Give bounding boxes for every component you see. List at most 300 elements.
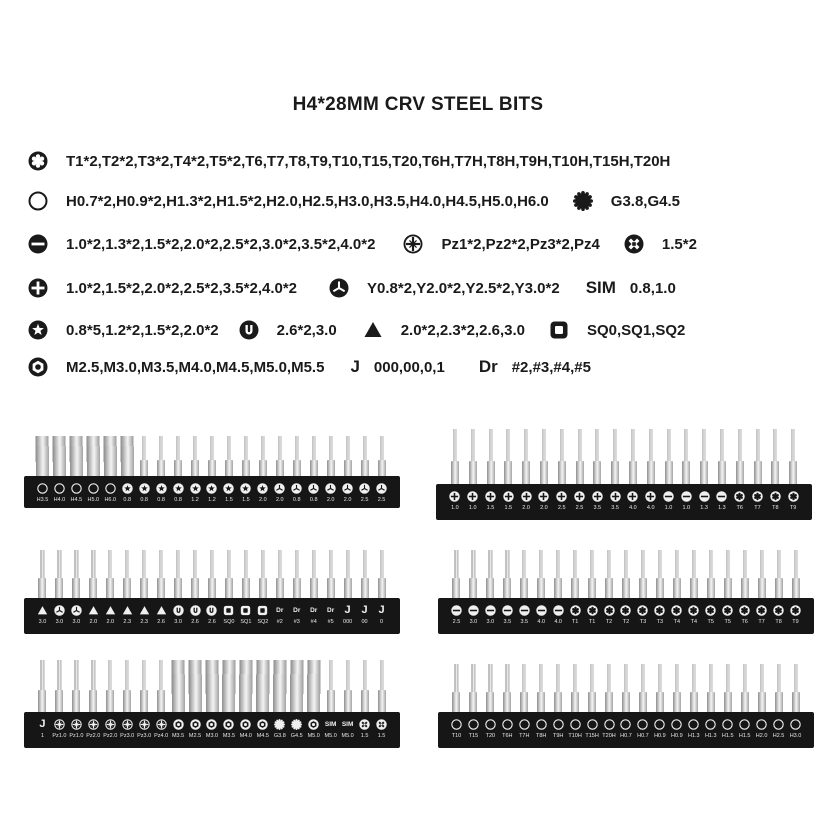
spec-sizes: 2.0*2,2.3*2,2.6,3.0 — [400, 321, 525, 339]
hex-nut-icon — [190, 719, 201, 730]
slot-size-label: T6 — [736, 505, 743, 511]
spec-item — [28, 320, 219, 340]
spec-sizes: 1.5*2 — [661, 235, 697, 253]
slot-size-label: T4 — [690, 619, 697, 625]
tri-wing-icon — [376, 483, 387, 494]
slot-size-label: #5 — [327, 619, 334, 625]
bit — [707, 660, 715, 714]
bit — [225, 432, 233, 478]
hex-icon — [502, 719, 513, 730]
slot-size-label: T5 — [724, 619, 731, 625]
bit — [89, 656, 97, 714]
tray-slot — [685, 605, 702, 625]
bit — [242, 546, 250, 600]
slot-size-label: 0.8 — [292, 497, 301, 503]
tray-slot — [601, 719, 618, 739]
tray-slot — [634, 719, 651, 739]
torx-icon — [752, 491, 763, 502]
pentalobe-icon — [28, 320, 48, 340]
slot-size-label: T7 — [758, 619, 765, 625]
tray-slot — [550, 605, 567, 625]
hex-icon — [71, 483, 82, 494]
tray-slot — [204, 483, 221, 503]
slot-size-label: 0 — [379, 619, 384, 625]
bit — [554, 546, 562, 600]
hex-icon — [790, 719, 801, 730]
bit — [53, 432, 66, 478]
bit — [605, 546, 613, 600]
tri-wing-icon — [342, 483, 353, 494]
tray-slot — [464, 491, 482, 511]
bit — [469, 424, 477, 486]
bit — [157, 656, 165, 714]
tray-slot — [102, 605, 119, 625]
slot-size-label: 0.8 — [140, 497, 148, 503]
slot-size-label: 3.0 — [72, 619, 81, 625]
tray-slot — [465, 719, 482, 739]
bit-tray — [24, 432, 400, 508]
bit — [70, 432, 83, 478]
spec-row — [28, 275, 676, 301]
hex-icon — [722, 719, 733, 730]
gear-icon — [573, 191, 593, 211]
slot-size-label: 1.5 — [377, 733, 386, 739]
bit — [520, 546, 528, 600]
bit — [106, 656, 114, 714]
slot-size-label: H2.0 — [755, 733, 768, 739]
phillips-icon — [485, 491, 496, 502]
phillips-icon — [574, 491, 585, 502]
tray-slot — [68, 483, 85, 503]
slot-size-label: M3.0 — [205, 733, 219, 739]
tray-slot — [85, 483, 102, 503]
slot-size-label: 1.5 — [360, 733, 369, 739]
slot-size-label: H4.5 — [70, 497, 83, 503]
tray-slot — [618, 719, 635, 739]
tray-slot — [713, 491, 731, 511]
hex-icon — [485, 719, 496, 730]
tray-slot — [34, 605, 51, 625]
tray-slot — [187, 605, 204, 625]
tray-slot — [288, 605, 305, 625]
tray-slot — [719, 719, 736, 739]
tray-slot — [237, 719, 254, 739]
hex-icon — [570, 719, 581, 730]
slot-size-label: 4.0 — [646, 505, 655, 511]
bit — [537, 660, 545, 714]
tray-slot — [68, 605, 85, 625]
slotted-icon — [502, 605, 513, 616]
bit — [157, 432, 165, 478]
tray-slot — [499, 491, 517, 511]
hex-nut-icon — [173, 719, 184, 730]
slot-size-label: M4.5 — [256, 733, 269, 739]
tray-slot — [204, 719, 221, 739]
bit — [310, 432, 318, 478]
tray-slot — [119, 605, 136, 625]
slot-size-label: 1.5 — [242, 497, 250, 503]
tray-slot — [482, 491, 500, 511]
slotted-icon — [663, 491, 674, 502]
tri-wing-icon — [325, 483, 336, 494]
bit — [487, 424, 495, 486]
bit — [718, 424, 726, 486]
bit — [758, 660, 766, 714]
slot-size-label: 2.0 — [522, 505, 530, 511]
bit — [121, 432, 134, 478]
bit — [724, 546, 732, 600]
spec-sizes: 1.0*2,1.3*2,1.5*2,2.0*2,2.5*2,3.0*2,3.5*2,4.0*2 — [66, 235, 376, 253]
slot-size-label: H5.0 — [87, 497, 100, 503]
bit — [558, 424, 566, 486]
bit — [361, 546, 369, 600]
phillips-icon — [467, 491, 478, 502]
bit — [344, 656, 352, 714]
slot-size-label: H1.3 — [687, 733, 700, 739]
slot-size-label: H3.5 — [36, 497, 49, 503]
tray-slot — [533, 719, 550, 739]
cross-square-icon — [624, 234, 644, 254]
slot-size-label: H0.9 — [654, 733, 666, 739]
bit — [588, 546, 596, 600]
phillips-icon — [503, 491, 514, 502]
bit — [290, 656, 303, 714]
tray-slot — [119, 483, 136, 503]
tri-wing-icon — [291, 483, 302, 494]
tray-slot — [584, 605, 601, 625]
u-shape-icon — [190, 605, 201, 616]
pozidriv-icon — [71, 719, 82, 730]
spec-item — [28, 191, 549, 211]
bit — [629, 424, 637, 486]
tray-slot — [482, 605, 499, 625]
u-shape-icon — [239, 320, 259, 340]
slot-size-label: T10 — [451, 733, 462, 739]
spec-row — [28, 148, 670, 174]
slot-size-label: H4.0 — [53, 497, 66, 503]
tray-slot — [237, 605, 254, 625]
tray-slot — [770, 719, 787, 739]
triangle-icon — [363, 320, 383, 340]
slot-size-label: 2.6 — [208, 619, 216, 625]
tray-slot — [119, 719, 136, 739]
slot-type-word: J — [378, 604, 385, 616]
bit — [38, 546, 46, 600]
spec-item — [363, 320, 525, 340]
bit — [89, 546, 97, 600]
bit — [327, 546, 335, 600]
slot-size-label: Pz1.0 — [52, 733, 67, 739]
tray-slot — [651, 719, 668, 739]
spec-type-word: SIM — [585, 278, 616, 297]
hex-icon — [88, 483, 99, 494]
tray-slot — [102, 483, 119, 503]
bit — [259, 432, 267, 478]
slot-size-label: H1.5 — [738, 733, 751, 739]
spec-type-word: Dr — [478, 357, 498, 376]
tray-slot — [220, 605, 237, 625]
tray-slot — [271, 605, 288, 625]
slot-size-label: H0.9 — [671, 733, 683, 739]
hex-icon — [773, 719, 784, 730]
tray-slot — [535, 491, 553, 511]
tray-slot — [516, 605, 533, 625]
bit — [276, 546, 284, 600]
tray-slot — [339, 483, 356, 503]
slot-size-label: T6 — [741, 619, 748, 625]
slot-size-label: 00 — [361, 619, 368, 625]
bit — [55, 546, 63, 600]
tri-wing-icon — [71, 605, 82, 616]
torx-icon — [28, 151, 48, 171]
bit — [36, 432, 49, 478]
tray-slot — [749, 491, 767, 511]
bit — [72, 656, 80, 714]
pentalobe-icon — [257, 483, 268, 494]
bit-tray — [436, 424, 812, 520]
bit — [157, 546, 165, 600]
tray-slot — [624, 491, 642, 511]
spec-row — [28, 354, 591, 380]
slot-size-label: 1.3 — [700, 505, 708, 511]
torx-icon — [654, 605, 665, 616]
bit — [690, 660, 698, 714]
slot-size-label: 3.5 — [520, 619, 529, 625]
slot-size-label: T10H — [568, 733, 582, 739]
bit — [293, 546, 301, 600]
slotted-icon — [699, 491, 710, 502]
bit — [72, 546, 80, 600]
slot-size-label: 1.0 — [682, 505, 691, 511]
slot-size-label: 0.8 — [157, 497, 165, 503]
slot-size-label: 000 — [343, 619, 353, 625]
phillips-icon — [610, 491, 621, 502]
bit — [222, 656, 235, 714]
tray-slot — [373, 483, 390, 503]
torx-icon — [688, 605, 699, 616]
bit — [327, 432, 335, 478]
pentalobe-icon — [223, 483, 234, 494]
tray-slot — [373, 605, 390, 625]
slot-size-label: SQ0 — [223, 619, 235, 625]
square-icon — [257, 605, 268, 616]
bit — [682, 424, 690, 486]
tray-slot — [465, 605, 482, 625]
slot-size-label: 0.8 — [174, 497, 182, 503]
tray-slot — [51, 719, 68, 739]
slot-type-word: J — [39, 718, 46, 730]
bit-tray — [24, 656, 400, 748]
tray-slot — [517, 491, 535, 511]
slot-size-label: Pz2.0 — [103, 733, 118, 739]
slot-size-label: 3.0 — [469, 619, 478, 625]
bit — [754, 424, 762, 486]
tray-slot — [271, 719, 288, 739]
bit — [256, 656, 269, 714]
tri-wing-icon — [329, 278, 349, 298]
slot-size-label: 1.0 — [468, 505, 477, 511]
spec-type-word: J — [350, 357, 360, 376]
tray-slot — [571, 491, 589, 511]
slot-size-label: 3.5 — [593, 505, 602, 511]
slot-size-label: T6H — [502, 733, 513, 739]
bit — [611, 424, 619, 486]
slot-size-label: 1.0 — [451, 505, 459, 511]
spec-sizes: 000,00,0,1 — [373, 358, 445, 376]
tray-slot — [339, 605, 356, 625]
tray-slot — [356, 605, 373, 625]
slot-type-word: J — [361, 604, 368, 616]
slot-size-label: 0.8 — [309, 497, 318, 503]
triangle-icon — [37, 605, 48, 616]
bit — [310, 546, 318, 600]
tray-slot — [448, 605, 465, 625]
slotted-icon — [681, 491, 692, 502]
pozidriv-icon — [156, 719, 167, 730]
bit — [522, 424, 530, 486]
spec-sizes: H0.7*2,H0.9*2,H1.3*2,H1.5*2,H2.0,H2.5,H3.0,H3.5,H4.0,H4.5,H5.0,H6.0 — [66, 192, 549, 210]
tray-slot — [677, 491, 695, 511]
bit — [189, 656, 202, 714]
slot-size-label: 2.3 — [140, 619, 148, 625]
hex-nut-icon — [240, 719, 251, 730]
slot-size-label: H6.0 — [104, 497, 117, 503]
slot-size-label: #2 — [276, 619, 283, 625]
spec-item — [350, 357, 444, 377]
phillips-icon — [645, 491, 656, 502]
tray-slot — [305, 719, 322, 739]
hex-icon — [604, 719, 615, 730]
slot-type-word: SIM — [341, 721, 354, 728]
bit — [504, 424, 512, 486]
slot-size-label: T8 — [775, 619, 782, 625]
tray-slot — [85, 719, 102, 739]
tray-slot — [170, 719, 187, 739]
bit — [293, 432, 301, 478]
pozidriv-icon — [54, 719, 65, 730]
slot-size-label: M3.5 — [222, 733, 236, 739]
bit — [741, 546, 749, 600]
tray-slot — [51, 483, 68, 503]
torx-icon — [790, 605, 801, 616]
tray-slot — [784, 491, 802, 511]
bit — [140, 546, 148, 600]
slot-size-label: Pz4.0 — [154, 733, 169, 739]
bit — [571, 660, 579, 714]
slot-size-label: 2.5 — [452, 619, 461, 625]
slot-size-label: T20 — [485, 733, 496, 739]
bit — [191, 432, 199, 478]
bit — [639, 660, 647, 714]
slot-size-label: M3.5 — [171, 733, 185, 739]
spec-sizes: #2,#3,#4,#5 — [511, 358, 591, 376]
slot-size-label: 4.0 — [554, 619, 562, 625]
bit — [593, 424, 601, 486]
bit — [700, 424, 708, 486]
tray-slot — [499, 605, 516, 625]
bit — [775, 660, 783, 714]
slot-size-label: T9H — [552, 733, 564, 739]
slot-size-label: 2.0 — [106, 619, 115, 625]
spec-row — [28, 317, 685, 343]
slot-size-label: 2.5 — [377, 497, 386, 503]
spec-item — [28, 151, 670, 171]
bit — [665, 424, 673, 486]
slot-size-label: SQ2 — [257, 619, 269, 625]
slot-size-label: 2.0 — [326, 497, 335, 503]
tray-slot — [584, 719, 601, 739]
bit — [104, 432, 117, 478]
phillips-icon — [592, 491, 603, 502]
pozidriv-icon — [122, 719, 133, 730]
phillips-icon — [521, 491, 532, 502]
slotted-icon — [485, 605, 496, 616]
torx-icon — [587, 605, 598, 616]
slot-size-label: T8 — [772, 505, 779, 511]
spec-item — [586, 278, 676, 298]
slot-size-label: Pz3.0 — [137, 733, 152, 739]
spec-sizes: 1.0*2,1.5*2,2.0*2,2.5*2,3.5*2,4.0*2 — [66, 279, 298, 297]
bit — [792, 660, 800, 714]
spec-sizes: 2.6*2,3.0 — [276, 321, 337, 339]
bit — [571, 546, 579, 600]
u-shape-icon — [206, 605, 217, 616]
bit — [378, 432, 386, 478]
bit — [361, 432, 369, 478]
slot-size-label: T8H — [536, 733, 547, 739]
hex-icon — [451, 719, 462, 730]
slot-size-label: #4 — [310, 619, 317, 625]
tray-slot — [322, 483, 339, 503]
bit — [378, 656, 386, 714]
torx-icon — [722, 605, 733, 616]
bit — [451, 424, 459, 486]
slot-size-label: 1.5 — [225, 497, 233, 503]
slot-size-label: G4.5 — [290, 733, 303, 739]
tray-slot — [220, 483, 237, 503]
pentalobe-icon — [139, 483, 150, 494]
spec-item — [573, 191, 680, 211]
bit — [469, 546, 477, 600]
slotted-icon — [451, 605, 462, 616]
slot-size-label: H2.5 — [772, 733, 785, 739]
bit — [673, 546, 681, 600]
slot-size-label: 2.3 — [123, 619, 132, 625]
slot-type-word: Dr — [276, 607, 284, 614]
slot-size-label: H3.0 — [789, 733, 802, 739]
spec-item — [28, 357, 324, 377]
tray-slot — [322, 605, 339, 625]
hex-icon — [637, 719, 648, 730]
tray-slot — [305, 605, 322, 625]
slot-size-label: H0.7 — [637, 733, 649, 739]
bit — [172, 656, 185, 714]
spec-item — [479, 357, 591, 377]
pentalobe-icon — [240, 483, 251, 494]
bit — [647, 424, 655, 486]
pentalobe-icon — [190, 483, 201, 494]
bit — [55, 656, 63, 714]
slot-size-label: M5.0 — [341, 733, 354, 739]
tray-slot — [634, 605, 651, 625]
tray-slot — [695, 491, 713, 511]
slot-size-label: 2.5 — [557, 505, 566, 511]
tray-slot — [499, 719, 516, 739]
pozidriv-icon — [403, 234, 423, 254]
slot-size-label: 1.5 — [504, 505, 513, 511]
bit — [174, 432, 182, 478]
square-icon — [240, 605, 251, 616]
